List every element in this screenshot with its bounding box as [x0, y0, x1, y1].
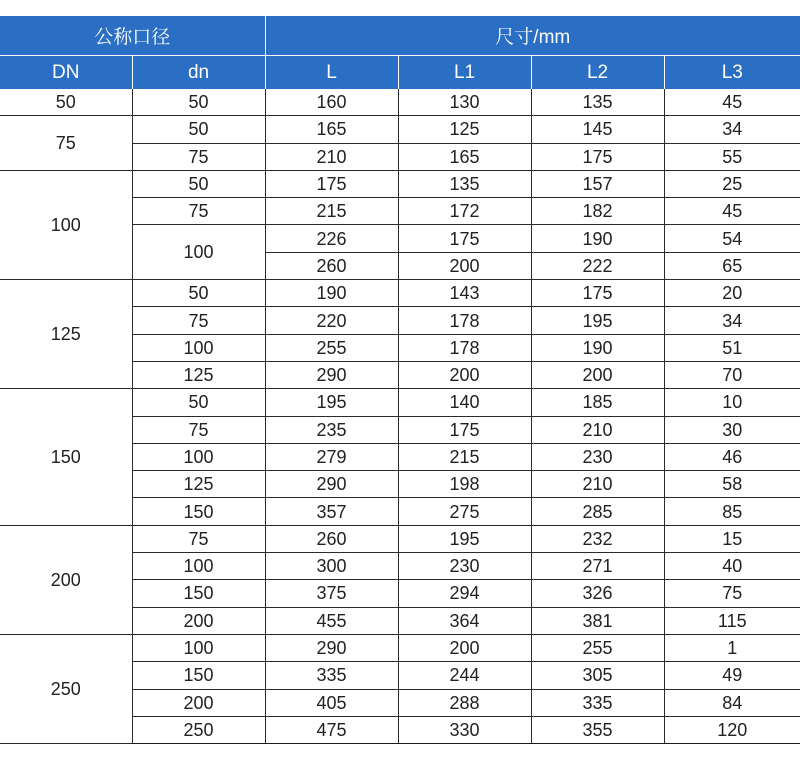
cell-L2: 145 [531, 116, 664, 143]
cell-L2: 210 [531, 471, 664, 498]
cell-L1: 130 [398, 89, 531, 116]
cell-DN: 100 [0, 170, 132, 279]
nominal-diameter-header: 公称口径 [0, 16, 265, 56]
cell-L: 220 [265, 307, 398, 334]
dimensions-header: 尺寸/mm [265, 16, 800, 56]
cell-DN: 150 [0, 389, 132, 525]
cell-L: 335 [265, 662, 398, 689]
cell-L2: 135 [531, 89, 664, 116]
cell-dn: 200 [132, 689, 265, 716]
cell-L2: 381 [531, 607, 664, 634]
cell-DN: 75 [0, 116, 132, 171]
cell-dn: 50 [132, 280, 265, 307]
cell-L2: 335 [531, 689, 664, 716]
cell-L1: 200 [398, 252, 531, 279]
cell-dn: 50 [132, 170, 265, 197]
cell-L2: 285 [531, 498, 664, 525]
cell-L1: 364 [398, 607, 531, 634]
cell-L3: 15 [664, 525, 800, 552]
cell-dn: 100 [132, 634, 265, 661]
cell-dn: 150 [132, 580, 265, 607]
cell-L2: 200 [531, 361, 664, 388]
cell-L2: 271 [531, 553, 664, 580]
cell-L2: 305 [531, 662, 664, 689]
cell-L3: 40 [664, 553, 800, 580]
cell-L3: 58 [664, 471, 800, 498]
cell-dn: 100 [132, 334, 265, 361]
col-header-L3: L3 [664, 56, 800, 90]
cell-L: 165 [265, 116, 398, 143]
cell-L: 375 [265, 580, 398, 607]
cell-L: 255 [265, 334, 398, 361]
cell-L1: 215 [398, 443, 531, 470]
cell-L1: 125 [398, 116, 531, 143]
cell-L1: 175 [398, 225, 531, 252]
cell-L2: 230 [531, 443, 664, 470]
cell-L3: 45 [664, 198, 800, 225]
cell-L1: 275 [398, 498, 531, 525]
cell-L3: 115 [664, 607, 800, 634]
cell-L3: 120 [664, 716, 800, 743]
cell-L1: 200 [398, 634, 531, 661]
cell-L: 160 [265, 89, 398, 116]
cell-dn: 50 [132, 89, 265, 116]
cell-L3: 34 [664, 307, 800, 334]
cell-L2: 175 [531, 280, 664, 307]
cell-L1: 178 [398, 334, 531, 361]
cell-L3: 20 [664, 280, 800, 307]
cell-dn: 125 [132, 361, 265, 388]
table-row [0, 280, 800, 307]
cell-dn: 75 [132, 198, 265, 225]
cell-L3: 1 [664, 634, 800, 661]
cell-L: 290 [265, 471, 398, 498]
cell-L2: 355 [531, 716, 664, 743]
cell-L1: 172 [398, 198, 531, 225]
cell-dn: 150 [132, 662, 265, 689]
cell-L: 260 [265, 252, 398, 279]
cell-L: 195 [265, 389, 398, 416]
col-header-DN: DN [0, 56, 132, 90]
cell-dn: 100 [132, 443, 265, 470]
col-header-L1: L1 [398, 56, 531, 90]
cell-L3: 70 [664, 361, 800, 388]
cell-L1: 330 [398, 716, 531, 743]
cell-L3: 10 [664, 389, 800, 416]
col-header-L: L [265, 56, 398, 90]
cell-L3: 49 [664, 662, 800, 689]
cell-L2: 232 [531, 525, 664, 552]
cell-L2: 195 [531, 307, 664, 334]
cell-L2: 326 [531, 580, 664, 607]
cell-L1: 135 [398, 170, 531, 197]
cell-L: 226 [265, 225, 398, 252]
cell-L1: 195 [398, 525, 531, 552]
cell-DN: 200 [0, 525, 132, 634]
cell-dn: 200 [132, 607, 265, 634]
cell-dn: 150 [132, 498, 265, 525]
cell-L2: 255 [531, 634, 664, 661]
cell-L: 290 [265, 361, 398, 388]
col-header-L2: L2 [531, 56, 664, 90]
cell-L3: 65 [664, 252, 800, 279]
table-row [0, 170, 800, 197]
cell-L: 357 [265, 498, 398, 525]
dimension-table [0, 16, 800, 744]
cell-dn: 75 [132, 525, 265, 552]
cell-L1: 294 [398, 580, 531, 607]
cell-L1: 165 [398, 143, 531, 170]
cell-dn: 50 [132, 116, 265, 143]
cell-L: 175 [265, 170, 398, 197]
cell-dn: 125 [132, 471, 265, 498]
table-body [0, 89, 800, 744]
table-header [0, 16, 800, 89]
cell-L2: 175 [531, 143, 664, 170]
cell-L1: 140 [398, 389, 531, 416]
cell-DN: 125 [0, 280, 132, 389]
cell-L1: 244 [398, 662, 531, 689]
cell-L1: 200 [398, 361, 531, 388]
cell-L: 235 [265, 416, 398, 443]
cell-L: 475 [265, 716, 398, 743]
cell-L3: 84 [664, 689, 800, 716]
cell-L3: 51 [664, 334, 800, 361]
cell-dn: 50 [132, 389, 265, 416]
cell-L3: 45 [664, 89, 800, 116]
cell-dn: 100 [132, 225, 265, 280]
cell-L3: 54 [664, 225, 800, 252]
cell-L: 260 [265, 525, 398, 552]
cell-L2: 190 [531, 225, 664, 252]
cell-L1: 230 [398, 553, 531, 580]
cell-L3: 75 [664, 580, 800, 607]
cell-L: 290 [265, 634, 398, 661]
cell-DN: 250 [0, 634, 132, 743]
cell-DN: 50 [0, 89, 132, 116]
cell-L: 455 [265, 607, 398, 634]
cell-dn: 250 [132, 716, 265, 743]
cell-L: 190 [265, 280, 398, 307]
cell-L2: 157 [531, 170, 664, 197]
cell-L1: 288 [398, 689, 531, 716]
cell-L2: 190 [531, 334, 664, 361]
cell-L3: 46 [664, 443, 800, 470]
table-row [0, 89, 800, 116]
cell-L1: 178 [398, 307, 531, 334]
cell-dn: 75 [132, 416, 265, 443]
cell-L3: 85 [664, 498, 800, 525]
cell-L3: 34 [664, 116, 800, 143]
cell-L2: 222 [531, 252, 664, 279]
cell-L: 215 [265, 198, 398, 225]
col-header-dn: dn [132, 56, 265, 90]
cell-L1: 198 [398, 471, 531, 498]
cell-L2: 210 [531, 416, 664, 443]
table-row [0, 116, 800, 143]
cell-L2: 185 [531, 389, 664, 416]
cell-L3: 25 [664, 170, 800, 197]
cell-L2: 182 [531, 198, 664, 225]
cell-L1: 175 [398, 416, 531, 443]
table-row [0, 634, 800, 661]
table-row [0, 525, 800, 552]
cell-dn: 75 [132, 143, 265, 170]
cell-L: 405 [265, 689, 398, 716]
cell-L1: 143 [398, 280, 531, 307]
cell-dn: 100 [132, 553, 265, 580]
cell-dn: 75 [132, 307, 265, 334]
table-row [0, 389, 800, 416]
cell-L: 210 [265, 143, 398, 170]
cell-L3: 55 [664, 143, 800, 170]
cell-L: 300 [265, 553, 398, 580]
cell-L3: 30 [664, 416, 800, 443]
cell-L: 279 [265, 443, 398, 470]
